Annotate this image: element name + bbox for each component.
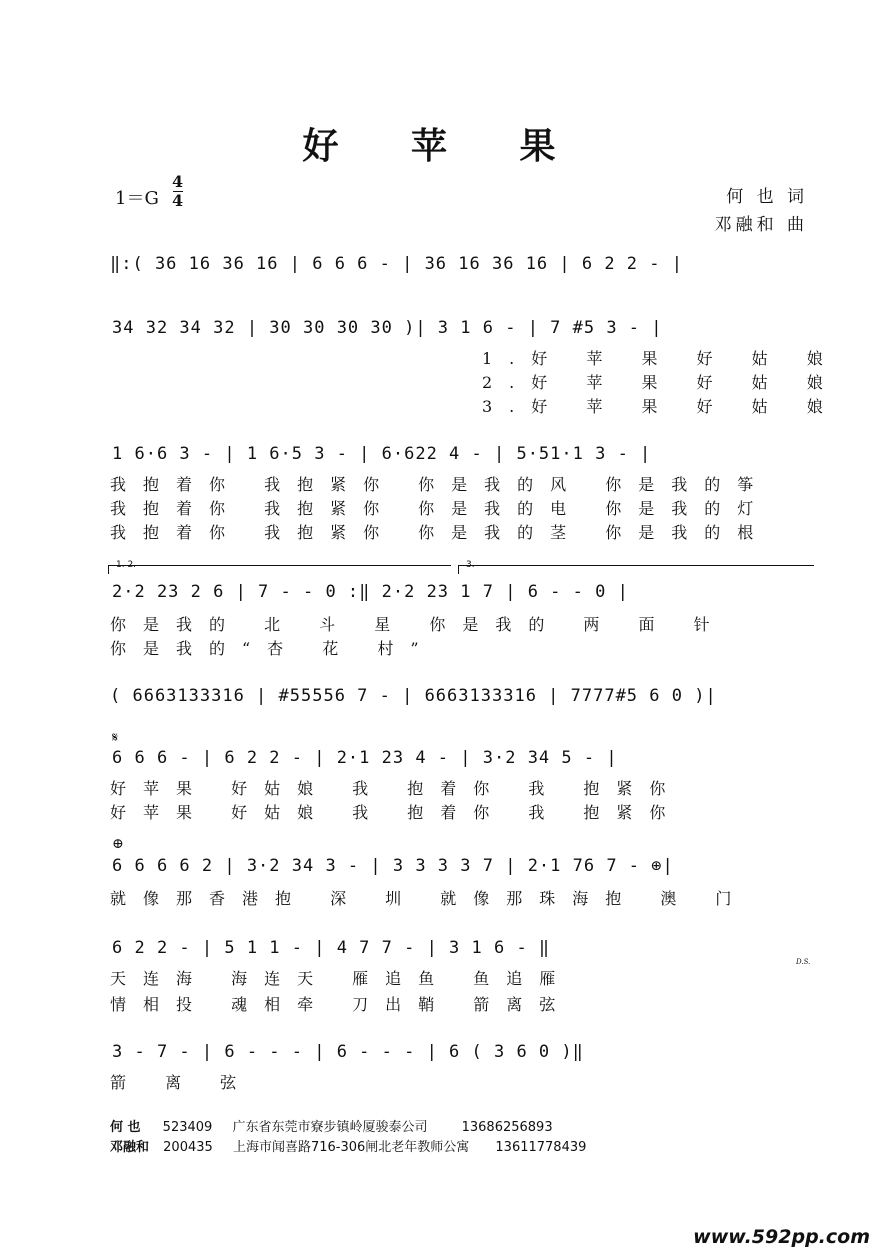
score-row-5: ( 6663133316 | #55556 7 - | 6663133316 | 7777#5 6 0 )|	[110, 686, 717, 706]
lyric-row-2-verse-2: 2.好 苹 果 好 姑 娘	[482, 373, 840, 392]
score-row-1: ‖:( 36 16 36 16 | 6 6 6 - | 36 16 36 16 | 6 2 2 - |	[110, 254, 683, 274]
footer-postcode: 200435	[163, 1140, 213, 1155]
lyric-row-4-verse-2: 你是我的“杏 花 村”	[110, 639, 436, 658]
volta-2-label: 3.	[466, 560, 475, 570]
lyric-row-2-verse-3: 3.好 苹 果 好 姑 娘	[482, 397, 840, 416]
volta-bracket-2	[458, 565, 814, 574]
footer-name: 何 也	[110, 1120, 141, 1135]
footer-address: 上海市闻喜路716-306闸北老年教师公寓	[232, 1140, 470, 1155]
lyric-row-4-verse-1: 你是我的 北 斗 星 你是我的 两 面 针	[110, 615, 727, 634]
footer-phone: 13686256893	[461, 1120, 553, 1135]
score-row-6: 6 6 6 - | 6 2 2 - | 2·1 23 4 - | 3·2 34 5 - |	[112, 748, 618, 768]
lyric-row-3-verse-1: 我抱着你 我抱紧你 你是我的风 你是我的筝	[110, 475, 771, 494]
time-signature-bottom: 4	[172, 191, 184, 210]
coda-icon: ⊕	[112, 836, 124, 852]
score-row-9: 3 - 7 - | 6 - - - | 6 - - - | 6 ( 3 6 0 )‖	[112, 1042, 584, 1062]
lyric-row-3-verse-3: 我抱着你 我抱紧你 你是我的茎 你是我的根	[110, 523, 771, 542]
dal-segno-mark: D.S.	[796, 958, 811, 966]
score-row-4: 2·2 23 2 6 | 7 - - 0 :‖ 2·2 23 1 7 | 6 - - 0 |	[112, 582, 629, 602]
footer-contact-lyricist	[110, 1116, 553, 1135]
volta-1-label: 1. 2.	[116, 560, 137, 570]
score-row-2: 34 32 34 32 | 30 30 30 30 )| 3 1 6 - | 7 #5 3 - |	[112, 318, 663, 338]
segno-icon: 𝄋	[112, 730, 119, 746]
score-row-3: 1 6·6 3 - | 1 6·5 3 - | 6·622 4 - | 5·51·1 3 - |	[112, 444, 652, 464]
lyric-row-9-verse-1: 箭 离 弦	[110, 1073, 254, 1092]
footer-phone: 13611778439	[495, 1140, 587, 1155]
footer-address: 广东省东莞市寮步镇岭厦骏泰公司	[232, 1120, 428, 1135]
lyricist-credit: 何 也 词	[726, 187, 808, 207]
lyric-row-6-verse-2: 好苹果 好姑娘 我 抱着你 我 抱紧你	[110, 803, 683, 822]
lyric-row-6-verse-1: 好苹果 好姑娘 我 抱着你 我 抱紧你	[110, 779, 683, 798]
key-signature: 1＝G	[115, 188, 159, 209]
footer-contact-composer	[110, 1136, 586, 1155]
watermark: www.592pp.com	[693, 1226, 870, 1248]
score-row-8: 6 2 2 - | 5 1 1 - | 4 7 7 - | 3 1 6 - ‖	[112, 938, 551, 958]
score-row-7: 6 6 6 6 2 | 3·2 34 3 - | 3 3 3 3 7 | 2·1 76 7 - ⊕|	[112, 856, 674, 876]
lyric-row-8-verse-2: 情相投 魂相牵 刀出鞘 箭离弦	[110, 995, 573, 1014]
footer-name: 邓融和	[110, 1140, 150, 1155]
footer-postcode: 523409	[162, 1120, 213, 1135]
time-signature-top: 4	[172, 172, 184, 191]
lyric-row-2-verse-1: 1.好 苹 果 好 姑 娘	[482, 349, 840, 368]
page-title: 好 苹 果	[302, 125, 586, 167]
composer-credit: 邓融和 曲	[714, 215, 808, 235]
lyric-row-7-verse-1: 就像那香港抱 深 圳 就像那珠海抱 澳 门	[110, 889, 749, 908]
time-signature	[172, 174, 183, 209]
volta-bracket-1	[108, 565, 451, 574]
lyric-row-3-verse-2: 我抱着你 我抱紧你 你是我的电 你是我的灯	[110, 499, 771, 518]
lyric-row-8-verse-1: 天连海 海连天 雁追鱼 鱼追雁	[110, 969, 573, 988]
